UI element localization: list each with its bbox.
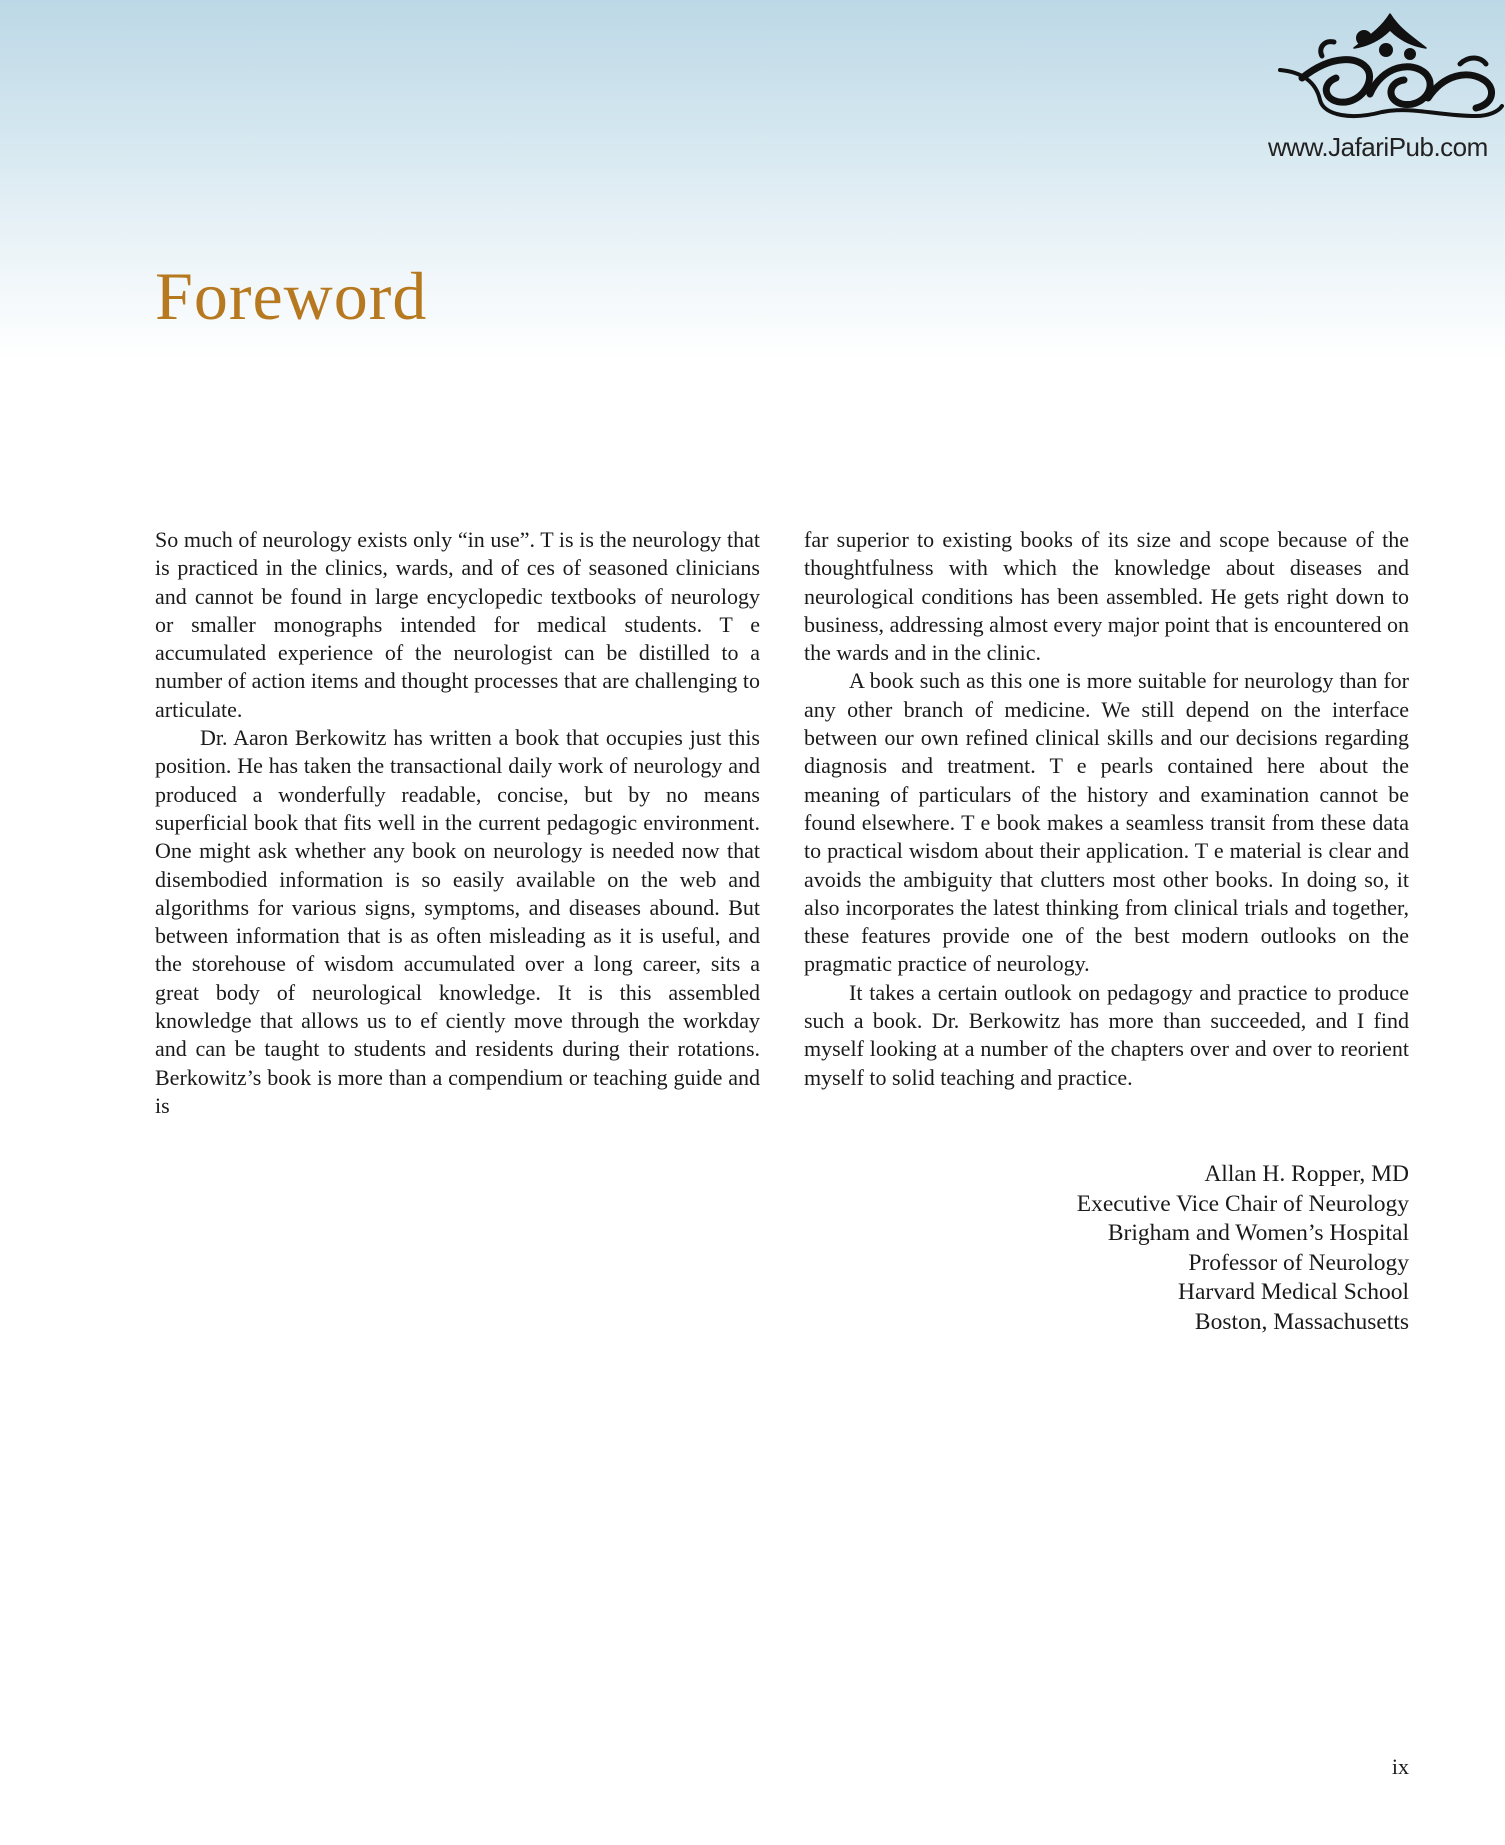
author-location-line: Boston, Massachusetts bbox=[1194, 1308, 1409, 1335]
paragraph: far superior to existing books of its size and scope because of the thoughtfulness with which the knowledge about diseases and neurological conditions has been assembled. He gets right down to business, addressing almost every major point that is encountered on the wards and in the clinic. bbox=[804, 527, 1409, 666]
author-name: Allan H. Ropper, MD bbox=[1204, 1161, 1409, 1187]
page-title: Foreword bbox=[155, 258, 428, 334]
calligraphy-logo-icon bbox=[1262, 8, 1504, 132]
publisher-logo[interactable] bbox=[1262, 8, 1504, 162]
paragraph: So much of neurology exists only “in use”. T is is the neurology that is practiced in the clinics, wards, and of ces of seasoned clinicians and cannot be found in large encyclopedic textbooks of neurology or smaller monographs intended for medical students. T e accumulated experience of the neurologist can be distilled to a number of action items and thought processes that are challenging to articulate. bbox=[155, 527, 760, 722]
author-signature-block bbox=[1077, 1160, 1409, 1337]
paragraph: A book such as this one is more suitable for neurology than for any other branch of medicine. We still depend on the interface between our own refined clinical skills and our decisions regarding diagnosis and treatment. T e pearls contained here about the meaning of particulars of the history and examination cannot be found elsewhere. T e book makes a seamless transit from these data to practical wisdom about their application. T e material is clear and avoids the ambiguity that clutters most other books. In doing so, it also incorporates the latest thinking from clinical trials and together, these features provide one of the best modern outlooks on the pragmatic practice of neurology. bbox=[804, 668, 1409, 977]
author-title-line: Professor of Neurology bbox=[1188, 1249, 1409, 1276]
logo-url-text[interactable]: www.JafariPub.com bbox=[1268, 132, 1488, 162]
author-title-line: Executive Vice Chair of Neurology bbox=[1076, 1190, 1409, 1217]
author-affiliation-line: Harvard Medical School bbox=[1177, 1279, 1409, 1305]
body-column-right bbox=[804, 526, 1409, 1092]
page-number: ix bbox=[1391, 1754, 1409, 1779]
body-column-left bbox=[155, 526, 760, 1120]
paragraph: It takes a certain outlook on pedagogy and practice to produce such a book. Dr. Berkowitz has more than succeeded, and I find myself looking at a number of the chapters over and over to reorient myself to solid teaching and practice. bbox=[804, 979, 1409, 1090]
paragraph: Dr. Aaron Berkowitz has written a book that occupies just this position. He has taken the transactional daily work of neurology and produced a wonderfully readable, concise, but by no means superficial book that fits well in the current pedagogic environment. One might ask whether any book on neurology is needed now that disembodied information is so easily available on the web and algorithms for various signs, symptoms, and diseases abound. But between information that is as often misleading as it is useful, and the storehouse of wisdom accumulated over a long career, sits a great body of neurological knowledge. It is this assembled knowledge that allows us to ef ciently move through the workday and can be taught to students and residents during their rotations. Berkowitz’s book is more than a compendium or teaching guide and is bbox=[155, 725, 760, 1118]
author-affiliation-line: Brigham and Women’s Hospital bbox=[1107, 1220, 1409, 1246]
